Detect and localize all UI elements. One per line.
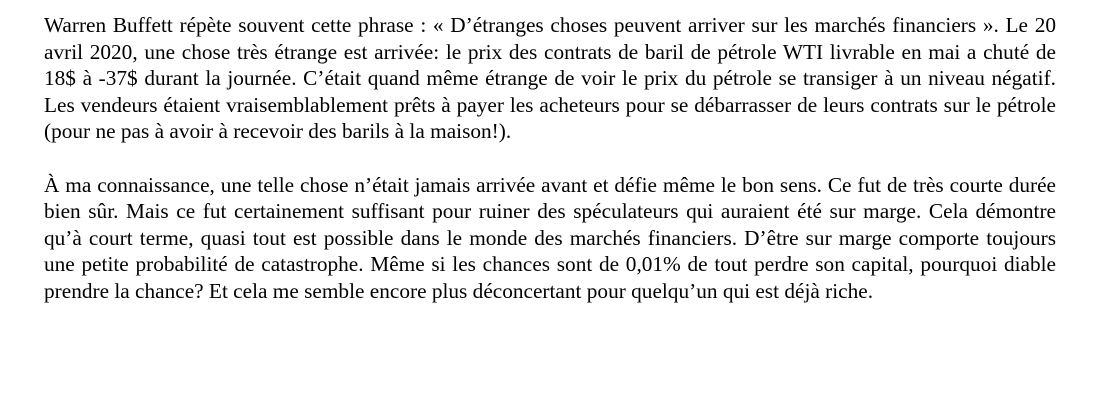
paragraph-margin-risk: À ma connaissance, une telle chose n’était jamais arrivée avant et défie même le bon sens. Ce fut de très courte durée bien sûr. Mais ce fut certainement suffisant pour ruiner des spéculateurs qui auraient été sur marge. Cela démontre qu’à court terme, quasi tout est possible dans le monde des marchés financiers. D’être sur marge comporte toujours une petite probabilité de catastrophe. Même si les chances sont de 0,01% de tout perdre son capital, pourquoi diable prendre la chance? Et cela me semble encore plus déconcertant pour quelqu’un qui est déjà riche. bbox=[44, 172, 1056, 303]
paragraph-oil-price: Warren Buffett répète souvent cette phrase : « D’étranges choses peuvent arriver sur les marchés financiers ». Le 20 avril 2020, une chose très étrange est arrivée: le prix des contrats de baril de pétrole WTI livrable en mai a chuté de 18$ à -37$ durant la journée. C’était quand même étrange de voir le prix du pétrole se transiger à un niveau négatif. Les vendeurs étaient vraisemblablement prêts à payer les acheteurs pour se débarrasser de leurs contrats sur le pétrole (pour ne pas à avoir à recevoir des barils à la maison!). bbox=[44, 13, 1056, 144]
document-body bbox=[44, 12, 1056, 305]
